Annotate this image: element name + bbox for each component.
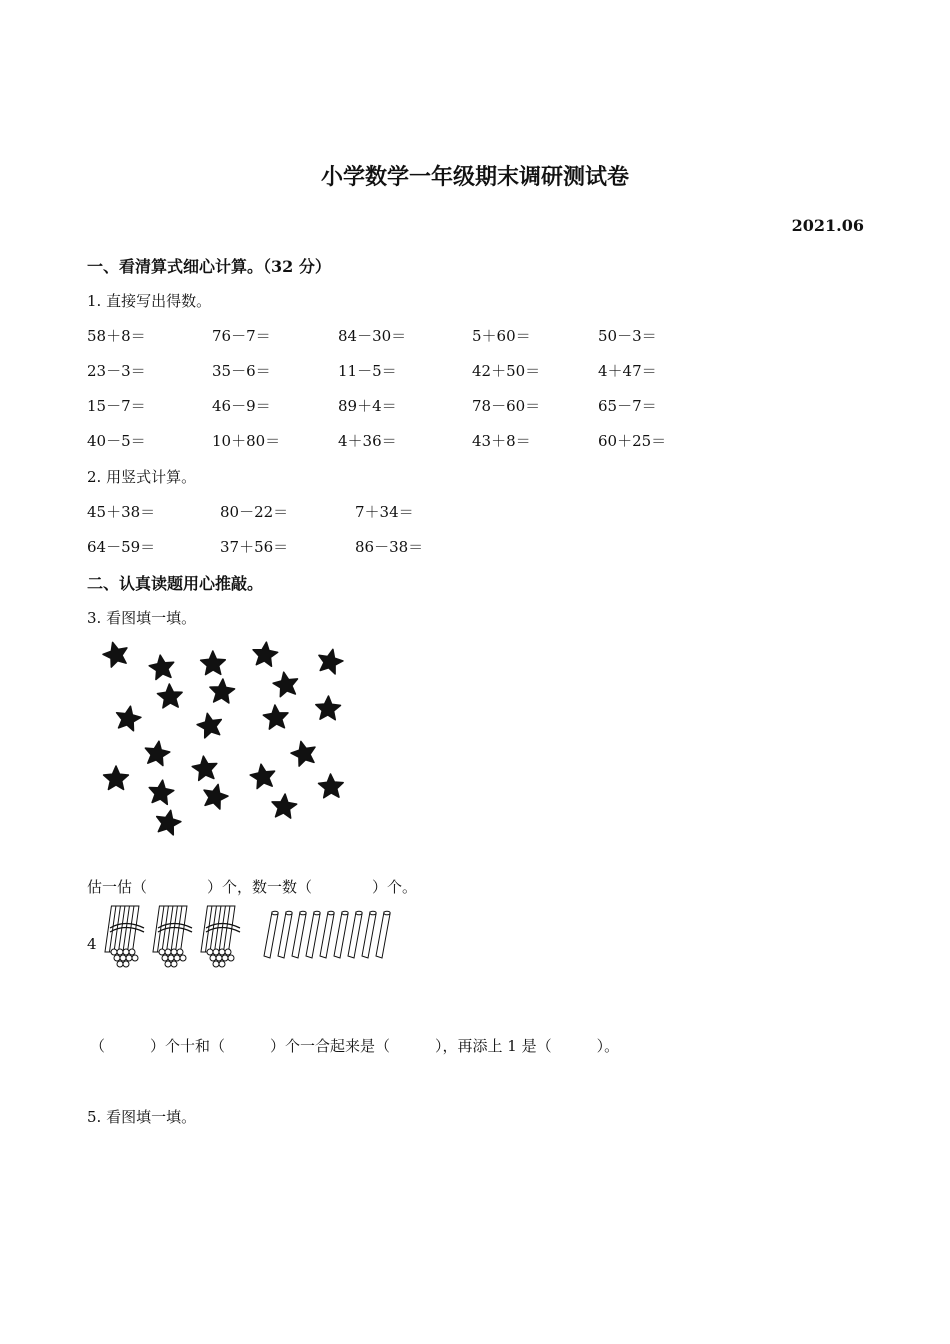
q2-equation: 86－38＝ xyxy=(355,538,424,556)
single-stick-icon xyxy=(292,911,306,958)
exam-date: 2021.06 xyxy=(791,216,864,235)
q1-equation: 10＋80＝ xyxy=(212,432,281,450)
q1-equation: 78－60＝ xyxy=(472,397,541,415)
q1-equation: 46－9＝ xyxy=(212,397,271,415)
single-stick-icon xyxy=(348,911,362,958)
q1-equation: 35－6＝ xyxy=(212,362,271,380)
q2-equation: 80－22＝ xyxy=(220,503,289,521)
question-4-number: 4 xyxy=(87,935,97,953)
q2-equation: 37＋56＝ xyxy=(220,538,289,556)
ten-stick-bundle-icon xyxy=(201,906,240,967)
q1-equation: 84－30＝ xyxy=(338,327,407,345)
q1-equation: 11－5＝ xyxy=(338,362,397,380)
star-icon xyxy=(201,651,226,675)
q1-equation: 5＋60＝ xyxy=(472,327,531,345)
q1-equation: 60＋25＝ xyxy=(598,432,667,450)
star-icon xyxy=(263,705,288,729)
star-icon xyxy=(103,642,127,667)
single-stick-icon xyxy=(320,911,334,958)
single-stick-icon xyxy=(376,911,390,958)
q2-equation: 64－59＝ xyxy=(87,538,156,556)
question-3-fill: 估一估（ ）个，数一数（ ）个。 xyxy=(87,878,418,896)
q1-equation: 15－7＝ xyxy=(87,397,146,415)
star-icon xyxy=(273,672,297,697)
question-4-fill: （ ）个十和（ ）个一合起来是（ ），再添上 1 是（ ）。 xyxy=(90,1037,620,1055)
star-icon xyxy=(253,642,278,666)
single-stick-icon xyxy=(264,911,278,958)
q1-equation: 42＋50＝ xyxy=(472,362,541,380)
single-stick-icon xyxy=(362,911,376,958)
star-icon xyxy=(145,741,169,765)
star-figure xyxy=(95,638,360,843)
single-stick-icon xyxy=(306,911,320,958)
q2-equation: 7＋34＝ xyxy=(355,503,414,521)
star-icon xyxy=(117,706,141,731)
page-title: 小学数学一年级期末调研测试卷 xyxy=(320,164,629,190)
section2-heading: 二、认真读题用心推敲。 xyxy=(87,574,264,593)
q2-equation: 45＋38＝ xyxy=(87,503,156,521)
ten-stick-bundle-icon xyxy=(153,906,192,967)
ten-stick-bundle-icon xyxy=(105,906,144,967)
star-icon xyxy=(149,655,174,679)
star-icon xyxy=(250,764,274,788)
q1-equation: 65－7＝ xyxy=(598,397,657,415)
q1-equation: 43＋8＝ xyxy=(472,432,531,450)
q1-equation: 58＋8＝ xyxy=(87,327,146,345)
star-icon xyxy=(291,741,315,766)
single-stick-icon xyxy=(278,911,292,958)
star-icon xyxy=(319,649,343,674)
q1-equation: 23－3＝ xyxy=(87,362,146,380)
q1-equation: 76－7＝ xyxy=(212,327,271,345)
q1-equation: 40－5＝ xyxy=(87,432,146,450)
question-1-prompt: 1. 直接写出得数。 xyxy=(87,292,212,310)
star-icon xyxy=(149,780,174,804)
star-icon xyxy=(316,696,341,720)
star-icon xyxy=(197,713,221,738)
star-icon xyxy=(157,810,181,835)
q1-equation: 89＋4＝ xyxy=(338,397,397,415)
star-icon xyxy=(210,679,235,703)
question-5-prompt: 5. 看图填一填。 xyxy=(87,1108,197,1126)
q1-equation: 4＋36＝ xyxy=(338,432,397,450)
single-stick-icon xyxy=(334,911,348,958)
q1-equation: 50－3＝ xyxy=(598,327,657,345)
star-icon xyxy=(204,784,228,809)
section1-heading: 一、看清算式细心计算。（32 分） xyxy=(87,257,331,276)
star-icon xyxy=(192,756,217,780)
star-icon xyxy=(319,774,344,798)
question-3-prompt: 3. 看图填一填。 xyxy=(87,609,197,627)
q1-equation: 4＋47＝ xyxy=(598,362,657,380)
star-icon xyxy=(157,684,182,708)
stick-bundles-figure xyxy=(104,902,404,970)
question-2-prompt: 2. 用竖式计算。 xyxy=(87,468,197,486)
star-icon xyxy=(104,766,129,790)
star-icon xyxy=(272,794,297,818)
